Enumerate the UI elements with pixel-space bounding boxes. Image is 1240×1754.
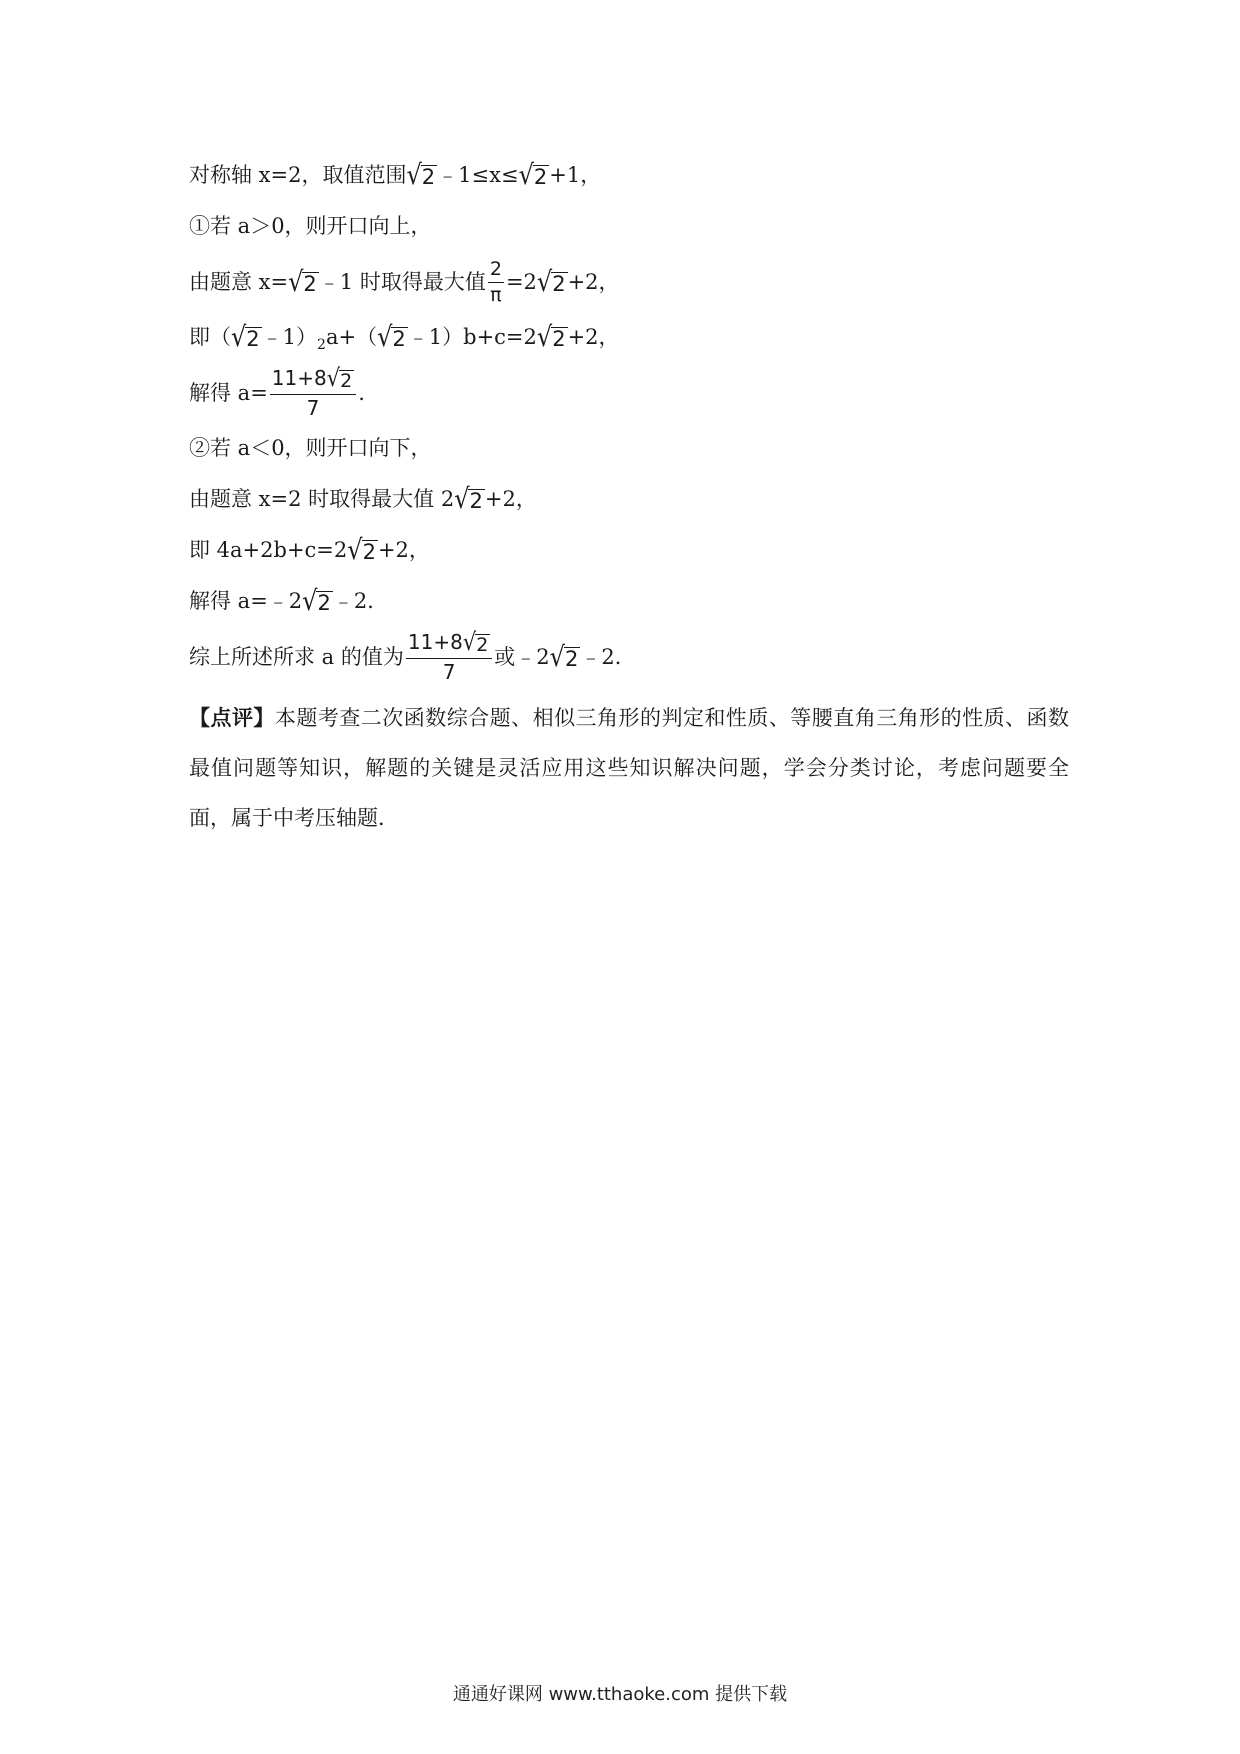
radical-sign: √: [518, 158, 534, 192]
comment-label: 【点评】: [189, 706, 275, 730]
text: .: [358, 381, 365, 405]
text: =2: [505, 270, 537, 294]
text: ﹣1 时取得最大值: [318, 270, 486, 294]
radical-sign: √: [302, 584, 318, 618]
text: +1，: [549, 163, 602, 187]
denominator: 7: [442, 660, 456, 684]
text: ﹣1）b+c=2: [407, 325, 537, 349]
line-equation-1: [189, 312, 1069, 363]
line-solution-1: [189, 363, 1069, 423]
text: ﹣1≤x: [437, 163, 501, 187]
radical-sign: √: [454, 482, 470, 516]
sqrt-2: [406, 158, 437, 192]
sqrt-2: [231, 320, 262, 354]
line-axis-range: [189, 150, 1069, 201]
sqrt-2: [549, 640, 581, 673]
line-case-2: [189, 423, 1069, 474]
radical-sign: √: [231, 320, 247, 354]
text: ≤: [500, 163, 519, 187]
text: 解得 a=: [189, 381, 268, 405]
text: +2，: [377, 538, 430, 562]
text: 综上所述所求 a 的值为: [189, 645, 404, 669]
footer-source: 通通好课网 www.tthaoke.com 提供下载: [452, 1684, 788, 1705]
text: 解得 a=﹣2: [189, 589, 303, 613]
text: ②若 a＜0，则开口向下，: [189, 436, 432, 460]
text: 即（: [189, 325, 231, 349]
text: +2，: [484, 487, 537, 511]
radicand: 2: [303, 271, 317, 296]
sqrt-2: [536, 320, 568, 354]
radicand: 2: [362, 540, 376, 564]
numerator-text: 11+8: [271, 366, 327, 390]
numerator-text: 11+8: [407, 630, 463, 654]
denominator: 7: [306, 396, 320, 420]
sqrt-2: [377, 320, 408, 354]
radical-sign: √: [288, 265, 304, 298]
radical-sign: √: [462, 627, 477, 656]
radical-sign: √: [377, 320, 393, 354]
sqrt-2: [347, 533, 378, 567]
numerator: [270, 363, 356, 395]
comment-paragraph: [189, 693, 1069, 843]
line-case-1: [189, 201, 1069, 252]
radicand: 2: [476, 634, 489, 656]
radical-sign: √: [347, 533, 363, 567]
radical-sign: √: [536, 320, 553, 354]
radical-sign: √: [549, 640, 565, 673]
text: ①若 a＞0，则开口向上，: [189, 214, 432, 238]
line-equation-2: [189, 525, 1069, 576]
sqrt-2: [454, 482, 485, 516]
sqrt-2: [326, 363, 354, 392]
text: +2，: [567, 325, 620, 349]
radicand: 2: [564, 646, 579, 671]
sqrt-2: [302, 584, 333, 618]
text: +2，: [567, 270, 620, 294]
line-max-value-1: [189, 252, 1069, 312]
text: ﹣1）: [261, 325, 318, 349]
radicand: 2: [552, 271, 566, 296]
text: ﹣2．: [580, 645, 636, 669]
fraction: [270, 363, 356, 420]
sqrt-2: [536, 265, 568, 298]
radicand: 2: [552, 327, 566, 351]
radicand: 2: [340, 370, 353, 392]
text: 或﹣2: [494, 645, 550, 669]
fraction: [488, 257, 504, 306]
radicand: 2: [317, 591, 331, 615]
radicand: 2: [392, 327, 406, 351]
line-max-value-2: [189, 474, 1069, 525]
line-conclusion: [189, 627, 1069, 687]
text: 由题意 x=: [189, 270, 289, 294]
radical-sign: √: [326, 363, 341, 392]
radical-sign: √: [406, 158, 422, 192]
radicand: 2: [533, 165, 548, 189]
solution-content: [189, 150, 1069, 843]
numerator: [406, 627, 492, 659]
line-solution-2: [189, 576, 1069, 627]
comment-text: 本题考查二次函数综合题、相似三角形的判定和性质、等腰直角三角形的性质、函数最值问题等知识，解题的关键是灵活应用这些知识解决问题，学会分类讨论，考虑问题要全面，属于中考压轴题．: [189, 706, 1070, 830]
radical-sign: √: [536, 265, 553, 298]
radicand: 2: [421, 165, 436, 189]
sqrt-2: [518, 158, 550, 192]
text: 由题意 x=2 时取得最大值 2: [189, 487, 455, 511]
radicand: 2: [469, 489, 483, 513]
numerator: 2: [488, 260, 504, 283]
sqrt-2: [462, 627, 490, 656]
text: 对称轴 x=2，取值范围: [189, 163, 407, 187]
exponent: 2: [317, 337, 326, 353]
denominator: π: [490, 283, 502, 306]
radicand: 2: [246, 327, 260, 351]
text: 即 4a+2b+c=2: [189, 538, 348, 562]
fraction: [406, 627, 492, 684]
text: ﹣2．: [332, 589, 389, 613]
text: a+（: [325, 325, 378, 349]
sqrt-2: [288, 265, 319, 298]
